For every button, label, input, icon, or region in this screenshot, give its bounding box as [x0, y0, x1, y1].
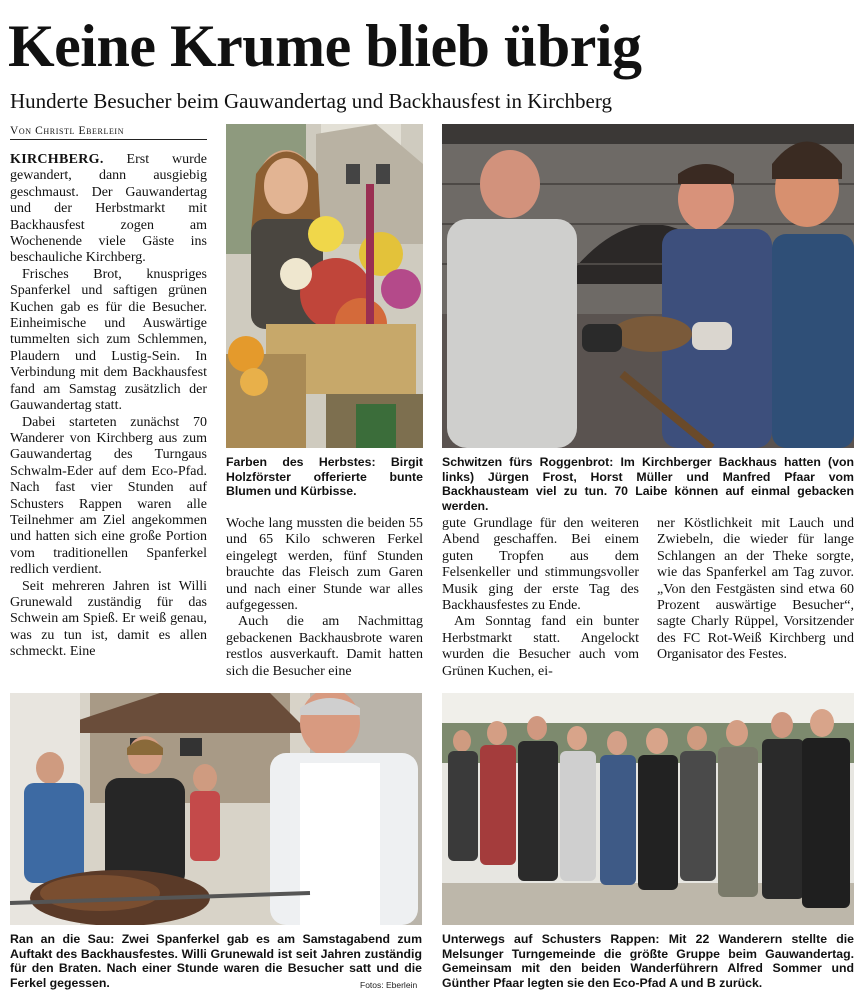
- headline: Keine Krume blieb übrig: [8, 13, 642, 79]
- paragraph: Frisches Brot, knuspriges Spanferkel und saftigen grünen Kuchen gab es für die Besucher. Einheimische und Auswärtige tummelten sich zum Schlemmen, Plaudern und Lustig-Sein. In Verbindung mit dem Backhausfest fand am Samstag zusätzlich der Gauwandertag statt.: [10, 266, 207, 414]
- paragraph: gute Grundlage für den weiteren Abend geschaffen. Bei einem guten Tropfen aus dem Felsenkeller und stimmungsvoller Musik ging der erste Tag des Backhausfestes zu Ende.: [442, 516, 639, 614]
- photo-woman-with-flowers: [226, 124, 423, 448]
- photo-caption-bakery: Schwitzen fürs Roggenbrot: Im Kirchberger Backhaus hatten (von links) Jürgen Frost, Horst Müller und Manfred Pfaar vom Backhausteam viel zu tun. 70 Laibe können auf einmal gebacken werden.: [442, 455, 854, 513]
- article-column-1: [10, 152, 207, 672]
- article-column-2: [226, 516, 423, 679]
- paragraph: Am Sonntag fand ein bunter Herbstmarkt statt. Angelockt wurden die Besucher auch vom Grünen Kuchen, ei-: [442, 614, 639, 679]
- article-column-3: [442, 516, 639, 679]
- paragraph: [10, 152, 207, 267]
- photo-hiking-group: [442, 693, 854, 925]
- paragraph: Dabei starteten zunächst 70 Wanderer von Kirchberg aus zum Gauwandertag des Turngaus Schwalm-Eder auf dem Eco-Pfad. Nach fast vier Stunden auf Schusters Rappen waren alle Teilnehmer am Ziel angekommen und hatten sich eine große Portion vom traditionellen Spanferkel redlich verdient.: [10, 414, 207, 578]
- article-column-4: [657, 516, 854, 676]
- photo-roasting-pig: [10, 693, 422, 925]
- photo-caption-pig: Ran an die Sau: Zwei Spanferkel gab es am Samstagabend zum Auftakt des Backhausfestes. Willi Grunewald ist seit Jahren zuständig für den Braten. Nach einer Stunde waren die Besucher satt und die Ferkel gegessen.: [10, 932, 422, 990]
- paragraph-text: Erst wurde gewandert, dann ausgiebig geschmaust. Der Gauwandertag und der Herbstmarkt mit Backhausfest zogen am Wochenende viele Gäste ins beschauliche Kirchberg.: [10, 152, 207, 266]
- photo-bakers-at-oven: [442, 124, 854, 448]
- paragraph: Auch die am Nachmittag gebackenen Backhausbrote waren restlos ausverkauft. Damit hatten sich die Besucher eine: [226, 614, 423, 679]
- photo-caption-flowers: Farben des Herbstes: Birgit Holzförster offerierte bunte Blumen und Kürbisse.: [226, 455, 423, 499]
- subheadline: Hunderte Besucher beim Gauwandertag und Backhausfest in Kirchberg: [10, 89, 612, 113]
- paragraph: Woche lang mussten die beiden 55 und 65 Kilo schweren Ferkel eingelegt werden, fünf Stunden brauchte das Fleisch zum Garen und nach einer Stunde war alles aufgegessen.: [226, 516, 423, 614]
- byline: Von Christl Eberlein: [10, 122, 207, 140]
- photo-credit: Fotos: Eberlein: [360, 980, 418, 990]
- paragraph: ner Köstlichkeit mit Lauch und Zwiebeln, die wieder für lange Schlangen an der Theke sorgte, wie das Spanferkel am Tag zuvor. „Von den Festgästen sind etwa 60 Prozent auswärtige Besucher“, sagte Charly Rüppel, Vorsitzender des FC Rot-Weiß Kirchberg und Organisator des Festes.: [657, 516, 854, 663]
- dateline: KIRCHBERG.: [10, 152, 104, 167]
- paragraph: Seit mehreren Jahren ist Willi Grunewald zuständig für das Schwein am Spieß. Er weiß genau, was zu tun ist, damit es allen schmeckt. Eine: [10, 578, 207, 660]
- photo-caption-hikers: Unterwegs auf Schusters Rappen: Mit 22 Wanderern stellte die Melsunger Turngemeinde die größte Gruppe beim Gauwandertag. Gemeinsam mit den beiden Wanderführern Alfred Sommer und Günther Pfaar legten sie den Eco-Pfad A und B zurück.: [442, 932, 854, 990]
